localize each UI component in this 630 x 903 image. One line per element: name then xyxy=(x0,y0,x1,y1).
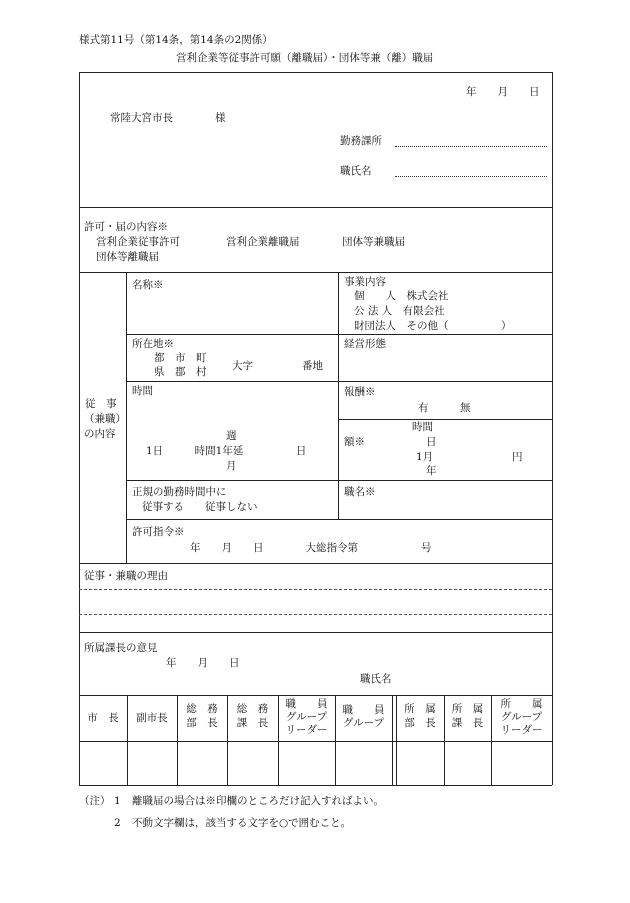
time-row: 1日 時間1年延 日 xyxy=(146,445,307,457)
time-week: 週 xyxy=(226,430,237,442)
stamp-section-manager-1: 所 属 xyxy=(451,703,484,715)
stamp-staff-group-leader-3: リーダー xyxy=(285,724,328,736)
note-2-number: 2 xyxy=(114,817,121,829)
stamp-dept-director-2: 部 長 xyxy=(404,717,436,729)
service-side-label-2: （兼職） xyxy=(84,413,126,425)
kind-option-business-permit[interactable]: 営利企業従事許可 xyxy=(96,236,180,248)
business-row-3: 財団法人 その他（ ） xyxy=(354,320,512,332)
amount-month: 1月 xyxy=(416,451,434,463)
stamp-affiliation-group-leader-3: リーダー xyxy=(500,724,543,736)
stamp-general-affairs-manager-2: 課 長 xyxy=(236,717,269,729)
form-number: 様式第11号（第14条，第14条の2関係） xyxy=(79,34,273,46)
service-side-label-1: 従 事 xyxy=(85,398,117,410)
reason-label: 従事・兼職の理由 xyxy=(84,570,168,582)
form-title: 営利企業等従事許可願（離職届）・団体等兼（離）職届 xyxy=(176,52,434,64)
regular-hours-options[interactable]: 従事する 従事しない xyxy=(142,501,258,513)
name-field[interactable] xyxy=(395,176,547,177)
location-row-1: 都 市 町 xyxy=(154,352,207,364)
stamp-staff-group-2: グループ xyxy=(342,717,385,729)
opinion-label: 所属課長の意見 xyxy=(84,642,158,654)
location-row-2: 県 郡 村 xyxy=(154,366,207,378)
stamp-section-manager-2: 課 長 xyxy=(451,717,484,729)
amount-yen: 円 xyxy=(512,451,523,463)
stamp-affiliation-group-leader-2: グループ xyxy=(500,711,543,723)
pay-options[interactable]: 有 無 xyxy=(418,402,471,414)
stamp-dept-director-1: 所 属 xyxy=(404,703,436,715)
submission-date: 年 月 日 xyxy=(466,86,540,98)
notes-head: （注） xyxy=(79,795,111,807)
kind-option-group-leave[interactable]: 団体等離職届 xyxy=(96,251,159,263)
addressee: 常陸大宮市長 様 xyxy=(110,112,226,124)
stamp-staff-group-leader-1: 職 員 xyxy=(285,698,328,710)
pay-label: 報酬※ xyxy=(344,386,376,398)
stamp-general-affairs-director-1: 総 務 xyxy=(186,703,218,715)
time-label: 時間 xyxy=(132,385,153,397)
kind-label: 許可・届の内容※ xyxy=(84,221,168,233)
business-content-label: 事業内容 xyxy=(344,276,386,288)
company-name-label: 名称※ xyxy=(132,279,164,291)
name-label: 職氏名 xyxy=(340,165,372,177)
service-side-label-3: の内容 xyxy=(84,428,116,440)
stamp-staff-group-1: 職 員 xyxy=(342,704,385,716)
note-1: 離職届の場合は※印欄のところだけ記入すればよい。 xyxy=(132,795,384,807)
business-row-1: 個 人 株式会社 xyxy=(354,290,449,302)
note-1-number: 1 xyxy=(114,795,121,807)
kind-option-business-leave[interactable]: 営利企業離職届 xyxy=(226,236,300,248)
time-month: 月 xyxy=(226,460,237,472)
management-label: 経営形態 xyxy=(344,338,386,350)
stamp-mayor: 市 長 xyxy=(87,712,119,724)
position-label: 職名※ xyxy=(344,486,376,498)
stamp-general-affairs-manager-1: 総 務 xyxy=(236,703,269,715)
amount-hour: 時間 xyxy=(412,421,433,433)
stamp-staff-group-leader-2: グループ xyxy=(285,711,328,723)
amount-label: 額※ xyxy=(344,436,365,448)
note-2: 不動文字欄は，該当する文字を○で囲むこと。 xyxy=(132,817,352,829)
stamp-affiliation-group-leader-1: 所 属 xyxy=(500,698,543,710)
opinion-name-label: 職氏名 xyxy=(360,673,392,685)
amount-day: 日 xyxy=(426,436,437,448)
regular-hours-label: 正規の勤務時間中に xyxy=(132,486,227,498)
kind-option-group-join[interactable]: 団体等兼職届 xyxy=(342,236,405,248)
permit-order-label: 許可指令※ xyxy=(132,526,185,538)
business-row-2: 公 法 人 有限会社 xyxy=(354,305,445,317)
location-label: 所在地※ xyxy=(132,338,174,350)
stamp-vice-mayor: 副市長 xyxy=(136,712,168,724)
stamp-general-affairs-director-2: 部 長 xyxy=(186,717,218,729)
dept-field[interactable] xyxy=(395,146,547,147)
amount-year: 年 xyxy=(426,465,437,477)
location-banchi: 番地 xyxy=(302,360,323,372)
opinion-date: 年 月 日 xyxy=(166,657,240,669)
permit-order-row: 年 月 日 大総指令第 号 xyxy=(190,542,432,554)
dept-label: 勤務課所 xyxy=(340,135,382,147)
location-oaza: 大字 xyxy=(232,360,253,372)
